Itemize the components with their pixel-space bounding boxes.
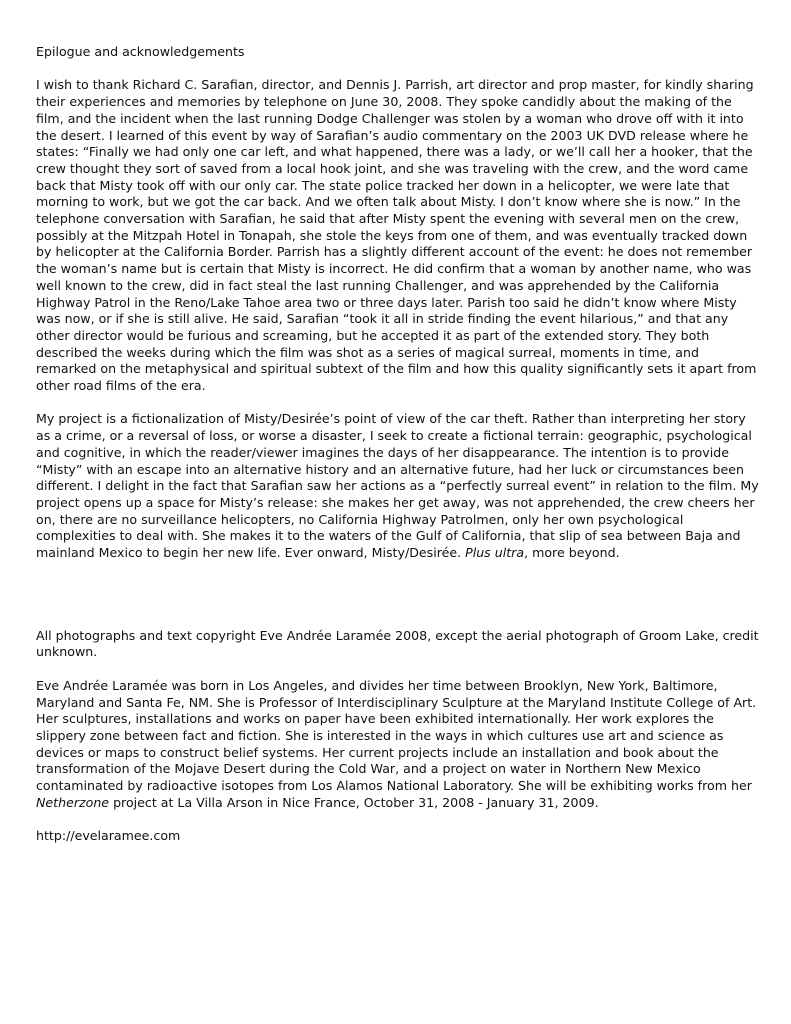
- project-paragraph: [36, 411, 763, 561]
- project-text: My project is a fictionalization of Misty/Desirée’s point of view of the car theft. Rather than interpreting her story as a crime, or a reversal of loss, or worse a disaster, I seek to create a fictional terrain: geographic, psychological and cognitive, in which the reader/viewer imagines the days of her disappearance. The intention is to provide “Misty” with an escape into an alternative history and an alternative future, had her luck or circumstances been different. I delight in the fact that Sarafian saw her actions as a “perfectly surreal event” in relation to the film. My project opens up a space for Misty’s release: she makes her get away, was not apprehended, the crew cheers her on, there are no surveillance helicopters, no California Highway Patrolmen, only her own psychological complexities to deal with. She makes it to the waters of the Gulf of California, that slip of sea between Baja and mainland Mexico to begin her new life. Ever onward, Misty/Desirée.: [36, 411, 759, 561]
- netherzone-text: Netherzone: [36, 794, 110, 810]
- website-url: http://evelaramee.com: [36, 828, 181, 844]
- acknowledgements-paragraph: I wish to thank Richard C. Sarafian, director, and Dennis J. Parrish, art director and prop master, for kindly sharing their experiences and memories by telephone on June 30, 2008. They spoke candidly about the making of the film, and the incident when the last running Dodge Challenger was stolen by a woman who drove off with it into the desert. I learned of this event by way of Sarafian’s audio commentary on the 2003 UK DVD release where he states: “Finally we had only one car left, and what happened, there was a lady, or we’ll call her a hooker, that the crew thought they sort of saved from a local hook joint, and she was traveling with the crew, and the word came back that Misty took off with our only car. The state police tracked her down in a helicopter, we were late that morning to work, but we got the car back. And we often talk about Misty. I don’t know where she is now.” In the telephone conversation with Sarafian, he said that after Misty spent the evening with several men on the crew, possibly at the Mitzpah Hotel in Tonapah, she stole the keys from one of them, and was eventually tracked down by helicopter at the California Border. Parrish has a slightly different account of the event: he does not remember the woman’s name but is certain that Misty is incorrect. He did confirm that a woman by another name, who was well known to the crew, did in fact steal the last running Challenger, and was apprehended by the California Highway Patrol in the Reno/Lake Tahoe area two or three days later. Parish too said he didn’t know where Misty was now, or if she is still alive. He said, Sarafian “took it all in stride finding the event hilarious,” and that any other director would be furious and screaming, but he accepted it as part of the extended story. They both described the weeks during which the film was shot as a series of magical surreal, moments in time, and remarked on the metaphysical and spiritual subtext of the film and how this quality significantly sets it apart from other road films of the era.: [36, 77, 757, 394]
- copyright-paragraph: All photographs and text copyright Eve Andrée Laramée 2008, except the aerial photograph of Groom Lake, credit unknown.: [36, 627, 759, 660]
- bio-text: Eve Andrée Laramée was born in Los Angeles, and divides her time between Brooklyn, New York, Baltimore, Maryland and Santa Fe, NM. She is Professor of Interdisciplinary Sculpture at the Maryland Institute College of Art. Her sculptures, installations and works on paper have been exhibited internationally. Her work explores the slippery zone between fact and fiction. She is interested in the ways in which cultures use art and science as devices or maps to construct belief systems. Her current projects include an installation and book about the transformation of the Mojave Desert during the Cold War, and a project on water in Northern New Mexico contaminated by radioactive isotopes from Los Alamos National Laboratory. She will be exhibiting works from her: [36, 677, 757, 794]
- plus-ultra-text: Plus ultra: [465, 545, 525, 561]
- document-page: [36, 44, 763, 845]
- project-text-end: , more beyond.: [524, 545, 620, 561]
- bio-text-end: project at La Villa Arson in Nice France, October 31, 2008 - January 31, 2009.: [109, 794, 599, 810]
- section-heading: Epilogue and acknowledgements: [36, 44, 245, 59]
- bio-paragraph: [36, 678, 763, 812]
